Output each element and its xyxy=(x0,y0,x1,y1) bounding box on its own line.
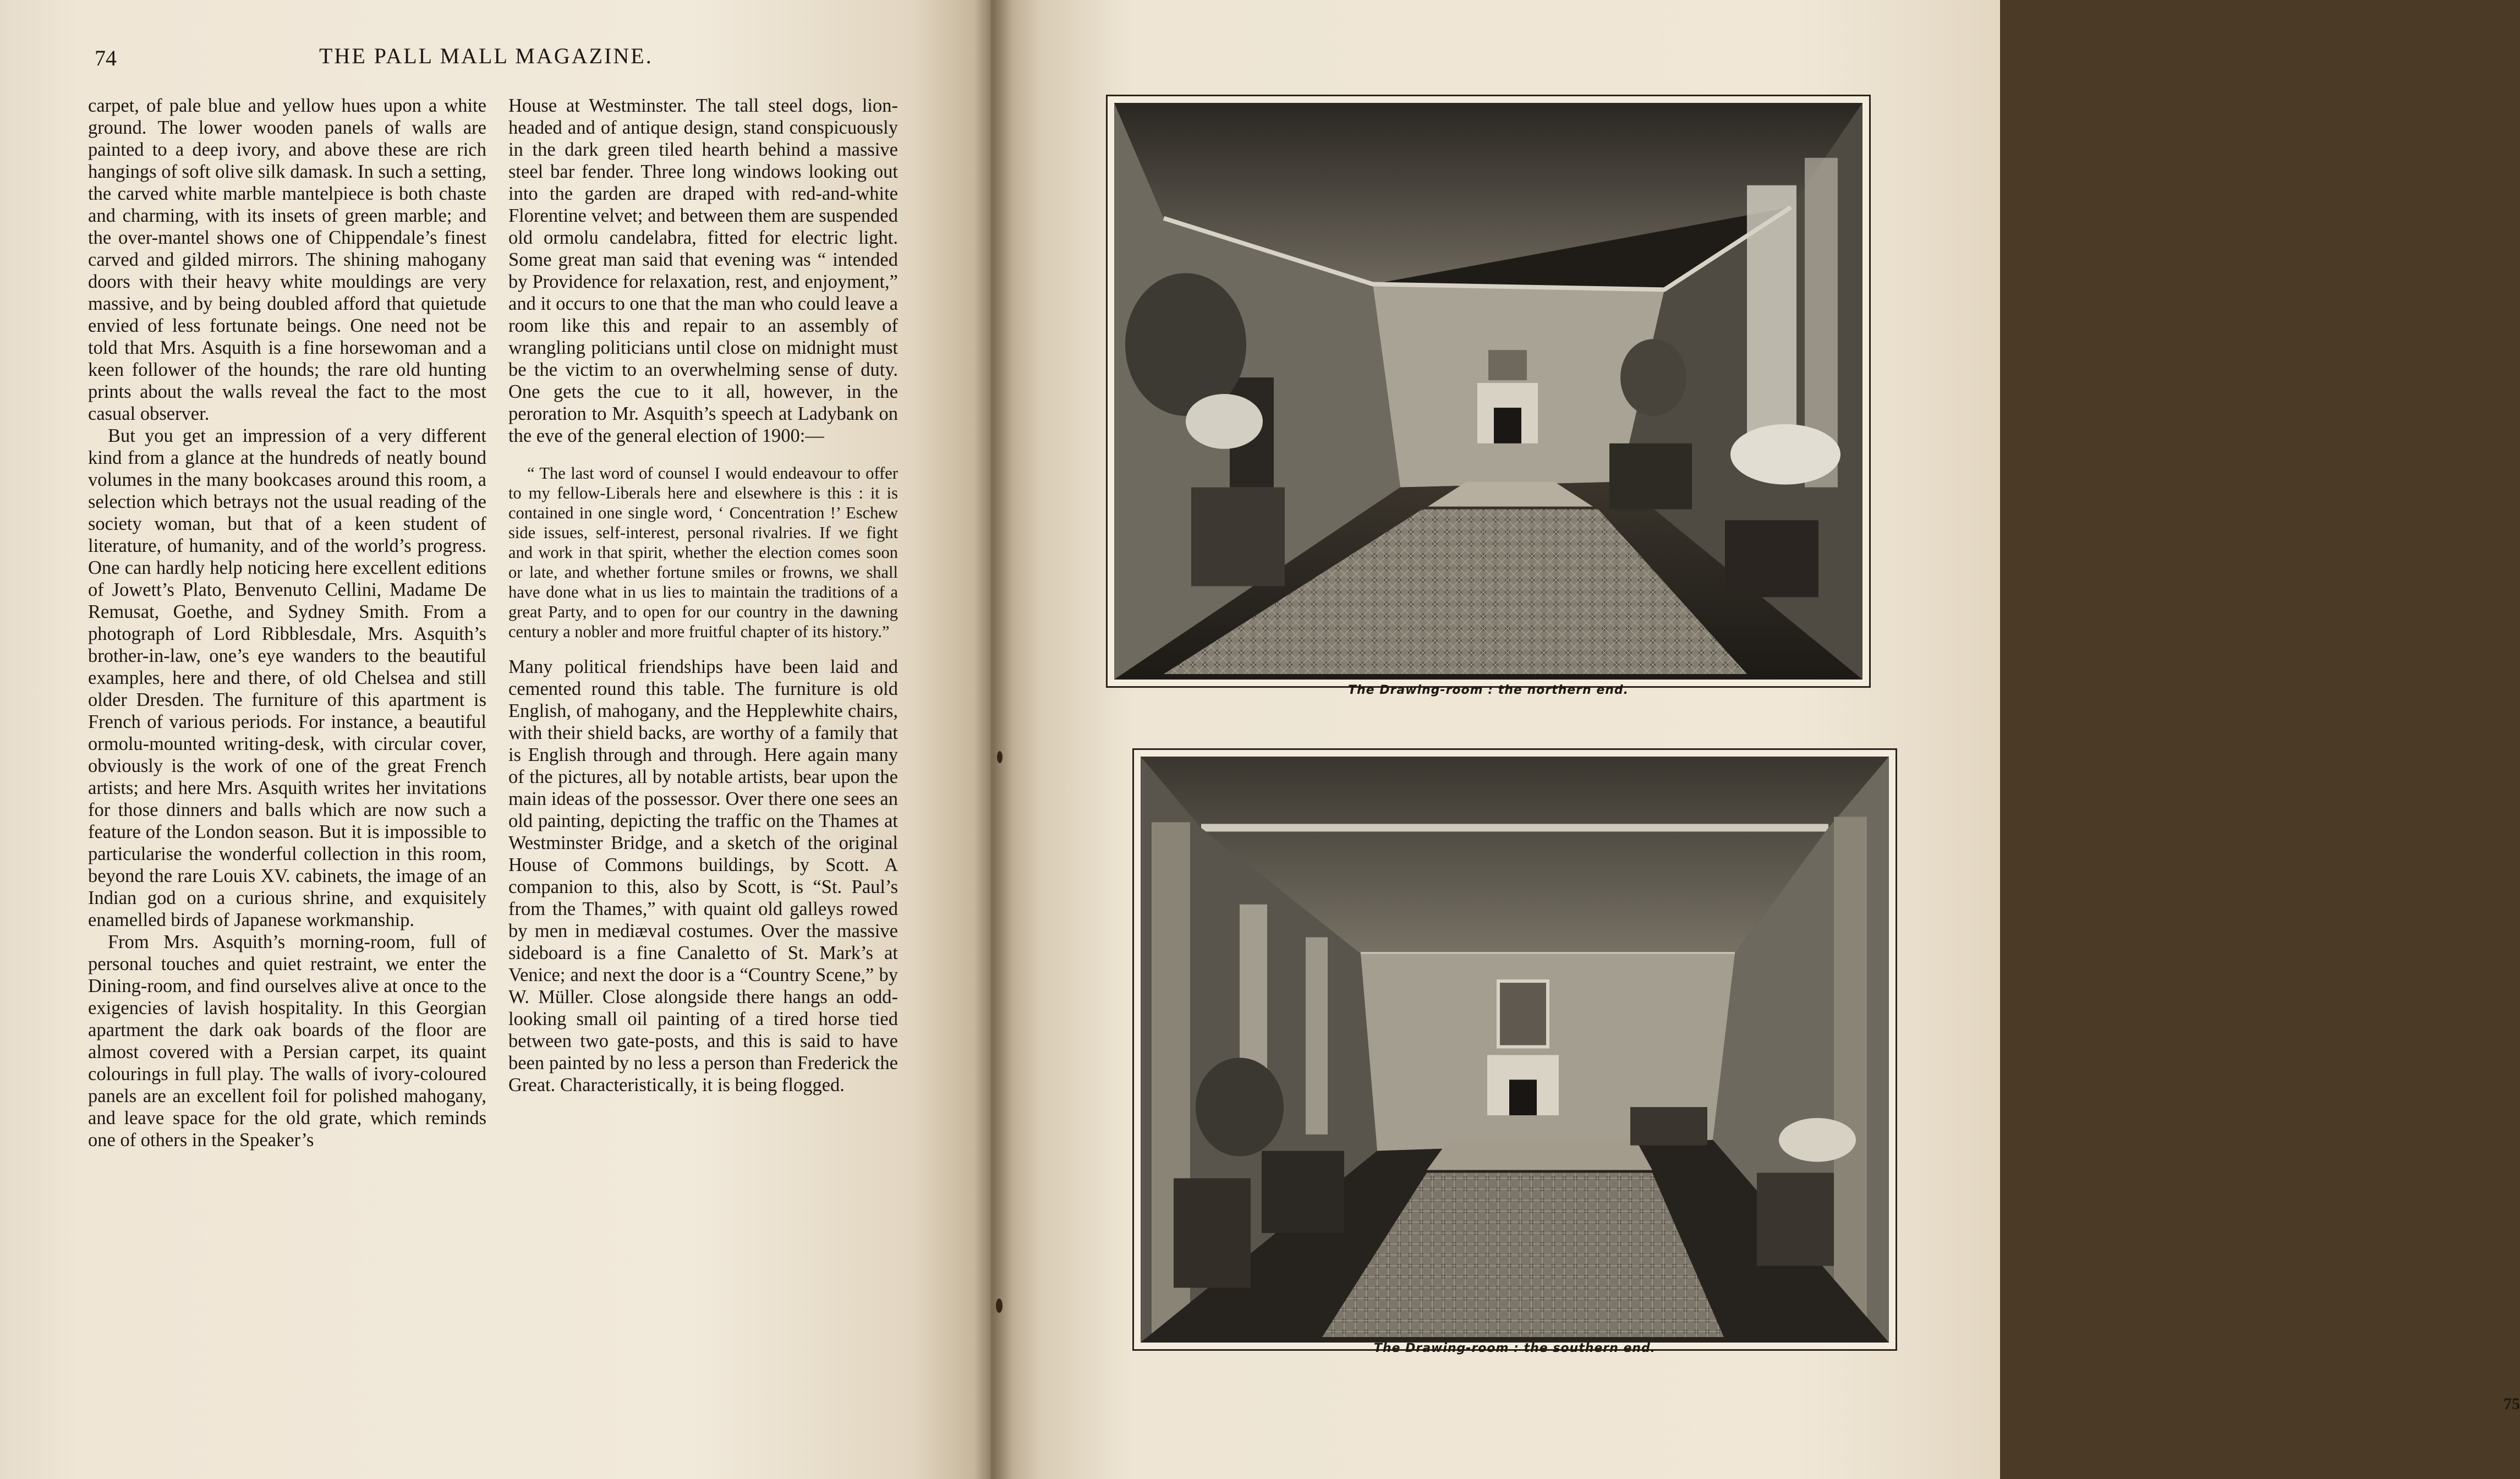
photo-image xyxy=(1141,757,1889,1343)
speech-quotation xyxy=(508,463,898,642)
running-head: THE PALL MALL MAGAZINE. xyxy=(319,43,653,68)
photo-caption-north: The Drawing-room : the northern end. xyxy=(1347,683,1629,697)
photo-caption-south: The Drawing-room : the southern end. xyxy=(1373,1341,1656,1355)
right-page xyxy=(990,0,2520,1479)
paragraph: Many political friendships have been laid and cemented round this table. The furniture is old English, of mahogany, and the Hepplewhite chairs, with their shield backs, are worthy of a family that is English through and through. Here again many of the pictures, all by notable artists, bear upon the main ideas of the possessor. Over there one sees an old painting, depicting the traffic on the Thames at Westminster Bridge, and a sketch of the original House of Commons buildings, by Scott. A companion to this, also by Scott, is “St. Paul’s from the Thames,” with quaint old galleys rowed by men in mediæval costumes. Over the massive sideboard is a fine Canaletto of St. Mark’s at Venice; and next the door is a “Country Scene,” by W. Müller. Close alongside there hangs an odd-looking small oil painting of a tired horse tied between two gate-posts, and this is said to have been painted by no less a person than Frederick the Great. Characteristically, it is being flogged. xyxy=(508,656,898,1095)
left-page-number: 74 xyxy=(95,46,117,70)
quotation-text: “ The last word of counsel I would endeavour to offer to my fellow-Liberals here and elsewhere is this : it is contained in one single word, ‘ Concentration !’ Eschew side issues, self-interest, personal rivalries. If we fight and work in that spirit, whether the election comes soon or late, and whether fortune smiles or frowns, we shall have done what in us lies to maintain the traditions of a great Party, and to open for our country in the dawning century a nobler and more fruitful chapter of its history.” xyxy=(508,464,898,641)
book-gutter xyxy=(974,0,1012,1479)
text-column-right xyxy=(508,95,898,1096)
photo-image xyxy=(1114,103,1862,680)
paragraph: From Mrs. Asquith’s morning-room, full of personal touches and quiet restraint, we enter the Dining-room, and find ourselves alive at once to the exigencies of lavish hospitality. In this Georgian apartment the dark oak boards of the floor are almost covered with a Persian carpet, its quaint colourings in full play. The walls of ivory-coloured panels are an excellent foil for polished mahogany, and leave space for the old grate, which reminds one of others in the Speaker’s xyxy=(88,932,486,1151)
left-page xyxy=(0,0,990,1479)
text-column-left xyxy=(88,95,486,1151)
paragraph: But you get an impression of a very different kind from a glance at the hundreds of neatly bound volumes in the many bookcases around this room, a selection which betrays not the usual reading of the society woman, but that of a keen student of literature, of humanity, and of the world’s progress. One can hardly help noticing here excellent editions of Jowett’s Plato, Benvenuto Cellini, Madame De Remusat, Goethe, and Sydney Smith. From a photograph of Lord Ribblesdale, Mrs. Asquith’s brother-in-law, one’s eye wanders to the beautiful examples, here and there, of old Chelsea and still older Dresden. The furniture of this apartment is French of various periods. For instance, a beautiful ormolu-mounted writing-desk, with circular cover, obviously is the work of one of the great French artists; and here Mrs. Asquith writes her invitations for those dinners and balls which are now such a feature of the London season. But it is impossible to particularise the wonderful collection in this room, beyond the rare Louis XV. cabinets, the image of an Indian god on a curious shrine, and exquisitely enamelled birds of Japanese workmanship. xyxy=(88,425,486,930)
photo-drawing-room-north xyxy=(1106,95,1871,688)
paragraph: carpet, of pale blue and yellow hues upon a white ground. The lower wooden panels of walls are painted to a deep ivory, and above these are rich hangings of soft olive silk damask. In such a setting, the carved white marble mantelpiece is both chaste and charming, with its insets of green marble; and the over-mantel shows one of Chippendale’s finest carved and gilded mirrors. The shining mahogany doors with their heavy white mouldings are very massive, and by being doubled afford that quietude envied of less fortunate beings. One need not be told that Mrs. Asquith is a fine horsewoman and a keen follower of the hounds; the rare old hunting prints about the walls reveal the fact to the most casual observer. xyxy=(88,95,486,424)
paragraph: House at Westminster. The tall steel dogs, lion-headed and of antique design, stand conspicuously in the dark green tiled hearth behind a massive steel bar fender. Three long windows looking out into the garden are draped with red-and-white Florentine velvet; and between them are suspended old ormolu candelabra, fitted for electric light. Some great man said that evening was “ intended by Providence for relaxation, rest, and enjoyment,” and it occurs to one that the man who could leave a room like this and repair to an assembly of wrangling politicians until close on midnight must be the victim to an overwhelming sense of duty. One gets the cue to it all, however, in the peroration to Mr. Asquith’s speech at Ladybank on the eve of the general election of 1900:— xyxy=(508,95,898,446)
photo-drawing-room-south xyxy=(1132,748,1897,1351)
photograph xyxy=(1114,103,1862,680)
photograph xyxy=(1141,757,1889,1343)
right-page-number: 75 xyxy=(2503,1395,2520,1413)
